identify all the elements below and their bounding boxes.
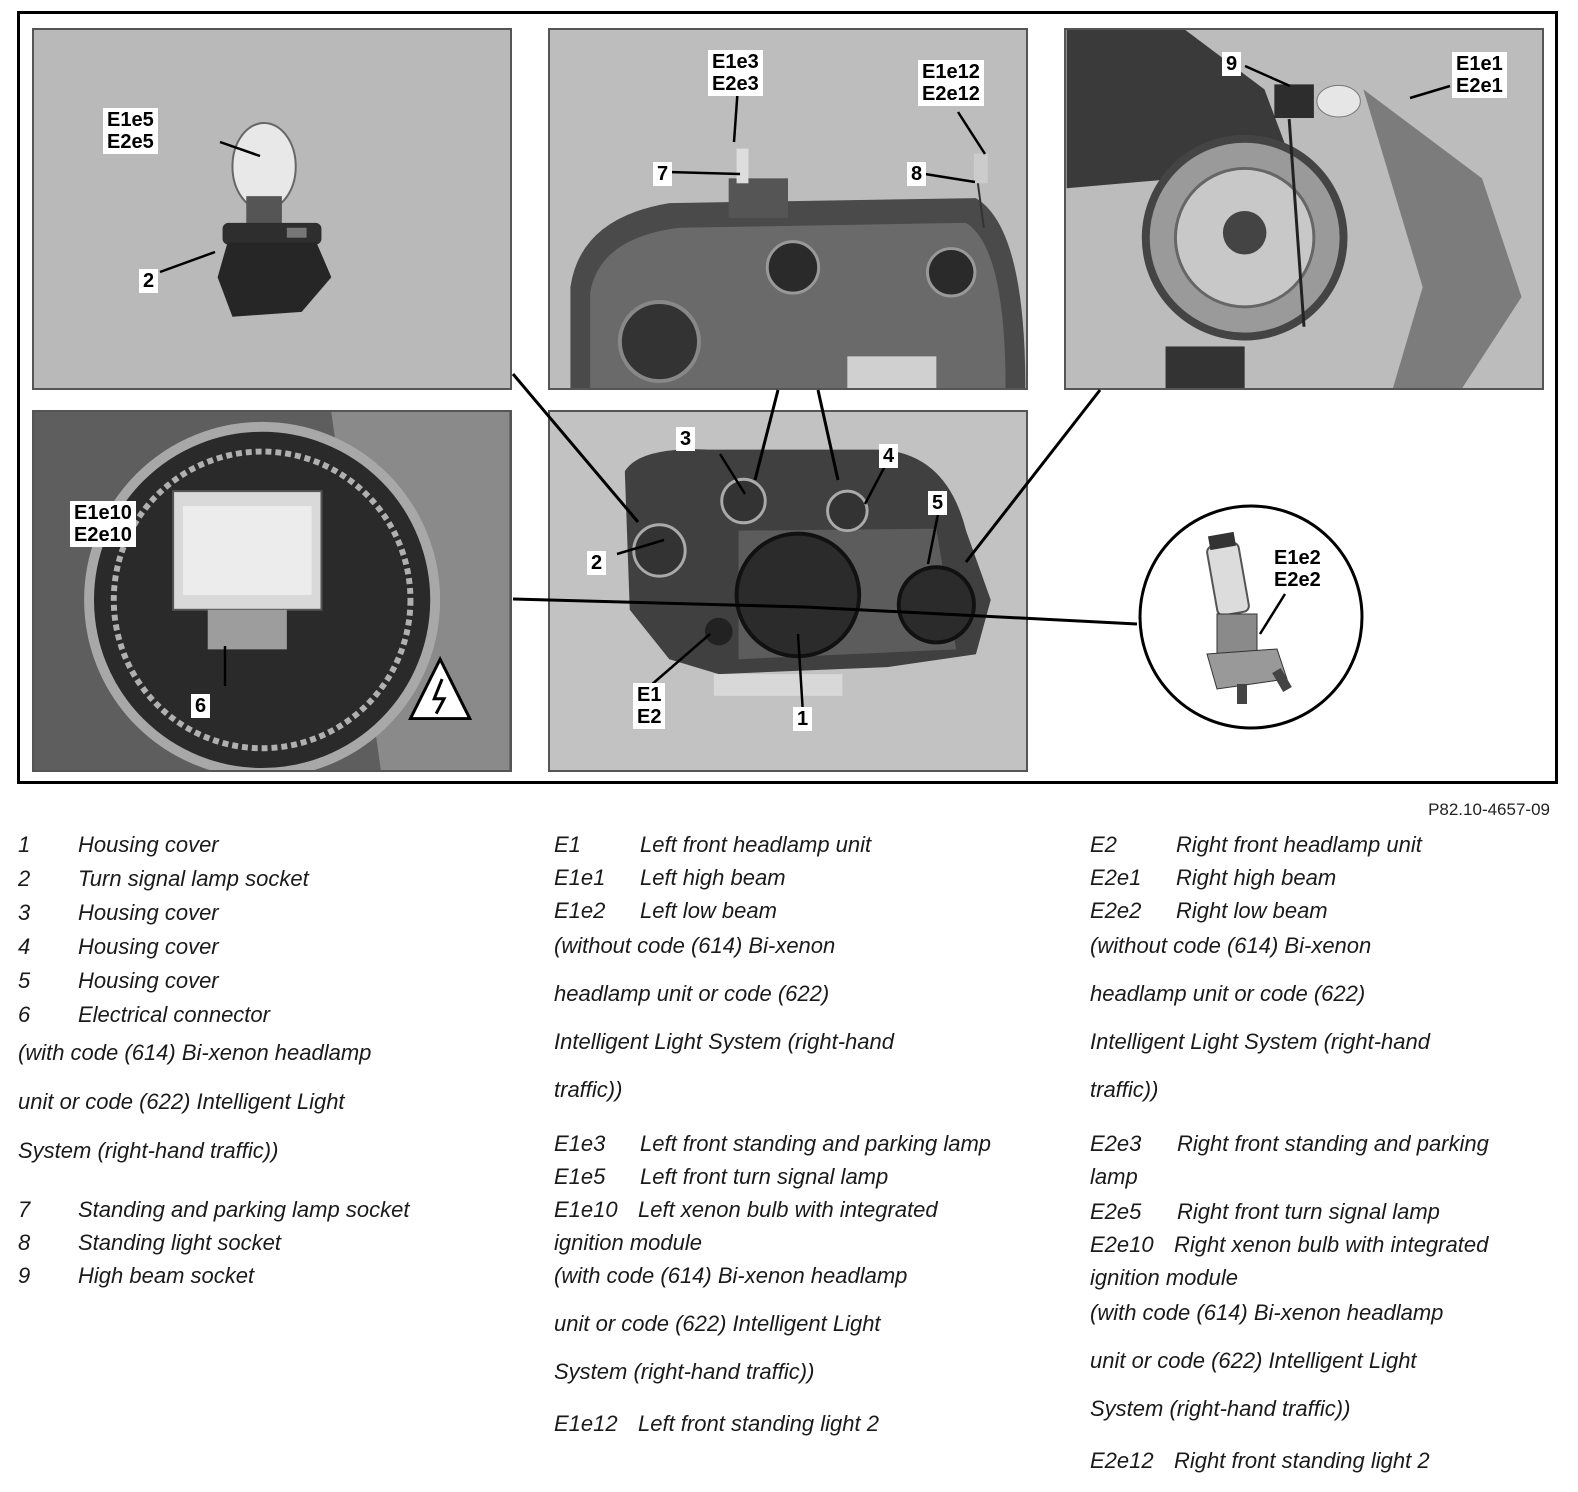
legend-col-1 xyxy=(18,832,518,1296)
diagram-figure xyxy=(17,11,1558,784)
legend-item-e1e3 xyxy=(554,1131,1074,1164)
legend-text: Left front headlamp unit xyxy=(640,832,872,857)
legend-key: E1e5 xyxy=(554,1164,606,1189)
panel-turn-signal-bulb xyxy=(32,28,512,390)
callout-3: 3 xyxy=(676,427,695,451)
legend-key: 3 xyxy=(18,900,31,925)
callout-8: 8 xyxy=(907,162,926,186)
legend-col-2 xyxy=(554,832,1074,1444)
callout-e1e10: E1e10 E2e10 xyxy=(70,501,136,547)
panel-xenon-module xyxy=(32,410,512,772)
legend-item-e2e3-cont: lamp xyxy=(1090,1164,1138,1189)
legend-text: Right low beam xyxy=(1176,898,1328,923)
legend-item-6 xyxy=(18,1002,518,1036)
legend-text: Housing cover xyxy=(78,832,219,857)
legend-note2-col3-line-1: (with code (614) Bi-xenon headlamp xyxy=(1090,1300,1444,1325)
legend-text: Housing cover xyxy=(78,968,219,993)
legend-note-col2-line-4: traffic)) xyxy=(554,1077,623,1102)
legend-key: 8 xyxy=(18,1230,31,1255)
legend-note-col2-line-2: headlamp unit or code (622) xyxy=(554,981,830,1006)
figure-id: P82.10-4657-09 xyxy=(1428,800,1550,819)
legend-item-4 xyxy=(18,934,518,968)
legend-note2-col2-line-3: System (right-hand traffic)) xyxy=(554,1359,815,1384)
legend-item-e2e3: E2e3 Right front standing and parking xyxy=(1090,1131,1489,1156)
legend-item-e1 xyxy=(554,832,1074,865)
callout-e1e12: E1e12 E2e12 xyxy=(918,60,984,106)
legend-col-3 xyxy=(1090,832,1570,1481)
xenon-module-photo xyxy=(34,412,510,770)
legend-text: Standing light socket xyxy=(78,1230,282,1255)
legend-note-col1-line-1: (with code (614) Bi-xenon headlamp xyxy=(18,1040,372,1065)
legend-item-8 xyxy=(18,1230,518,1263)
callout-4: 4 xyxy=(879,444,898,468)
legend-item-9 xyxy=(18,1263,518,1296)
legend-key: E1e2 xyxy=(554,898,606,923)
headlamp-overview-photo xyxy=(550,412,1026,770)
legend-note-col3-line-3: Intelligent Light System (right-hand xyxy=(1090,1029,1430,1054)
legend-text: Left high beam xyxy=(640,865,786,890)
callout-5: 5 xyxy=(928,491,947,515)
legend-item-3 xyxy=(18,900,518,934)
legend-note2-col3-line-3: System (right-hand traffic)) xyxy=(1090,1396,1351,1421)
legend-text: Right high beam xyxy=(1176,865,1337,890)
legend-note-col1-line-3: System (right-hand traffic)) xyxy=(18,1138,279,1163)
legend-item-e1e10-cont: ignition module xyxy=(554,1230,702,1255)
legend-item-e1e12: E1e12 Left front standing light 2 xyxy=(554,1411,879,1436)
legend-item-2 xyxy=(18,866,518,900)
callout-e1-e2: E1 E2 xyxy=(633,683,665,729)
legend-item-e2e2 xyxy=(1090,898,1570,931)
legend-text: Electrical connector xyxy=(78,1002,270,1027)
legend-text: Housing cover xyxy=(78,934,219,959)
legend-text: Left front turn signal lamp xyxy=(640,1164,889,1189)
callout-e1e1: E1e1 E2e1 xyxy=(1452,52,1507,98)
legend-item-e1e5 xyxy=(554,1164,1074,1197)
legend-item-e2e10-cont: ignition module xyxy=(1090,1265,1238,1290)
legend-key: 6 xyxy=(18,1002,31,1027)
low-beam-bulb-photo xyxy=(1137,504,1365,730)
legend-note2-col2-line-2: unit or code (622) Intelligent Light xyxy=(554,1311,881,1336)
legend-key: E2e1 xyxy=(1090,865,1142,890)
legend-item-7 xyxy=(18,1197,518,1230)
legend-item-e1e2 xyxy=(554,898,1074,931)
legend-key: 4 xyxy=(18,934,31,959)
legend-key: E2 xyxy=(1090,832,1117,857)
callout-2-overview: 2 xyxy=(587,551,606,575)
legend-key: E1e3 xyxy=(554,1131,606,1156)
legend-item-5 xyxy=(18,968,518,1002)
legend-note-col3-line-2: headlamp unit or code (622) xyxy=(1090,981,1366,1006)
legend-note2-col2-line-1: (with code (614) Bi-xenon headlamp xyxy=(554,1263,908,1288)
legend-note2-col3-line-2: unit or code (622) Intelligent Light xyxy=(1090,1348,1417,1373)
legend-item-e1e10: E1e10 Left xenon bulb with integrated xyxy=(554,1197,938,1222)
callout-e1e5: E1e5 E2e5 xyxy=(103,108,158,154)
legend-key: E2e2 xyxy=(1090,898,1142,923)
legend-text: Standing and parking lamp socket xyxy=(78,1197,410,1222)
legend-item-e2e1 xyxy=(1090,865,1570,898)
panel-headlamp-overview xyxy=(548,410,1028,772)
legend-item-e2e12: E2e12 Right front standing light 2 xyxy=(1090,1448,1430,1473)
legend-key: 5 xyxy=(18,968,31,993)
legend-key: E1 xyxy=(554,832,581,857)
legend-note-col3-line-4: traffic)) xyxy=(1090,1077,1159,1102)
turn-signal-bulb-photo xyxy=(34,30,510,388)
callout-e1e3: E1e3 E2e3 xyxy=(708,50,763,96)
legend-text: Left low beam xyxy=(640,898,777,923)
callout-1: 1 xyxy=(793,707,812,731)
legend-note-col1-line-2: unit or code (622) Intelligent Light xyxy=(18,1089,345,1114)
legend-note-col2-line-3: Intelligent Light System (right-hand xyxy=(554,1029,894,1054)
legend-text: Left front standing and parking lamp xyxy=(640,1131,992,1156)
legend-key: 1 xyxy=(18,832,31,857)
legend-text: High beam socket xyxy=(78,1263,255,1288)
legend-text: Housing cover xyxy=(78,900,219,925)
legend-key: E1e1 xyxy=(554,865,606,890)
legend-item-1 xyxy=(18,832,518,866)
callout-6: 6 xyxy=(191,694,210,718)
callout-7: 7 xyxy=(653,162,672,186)
legend-item-e2e5: E2e5 Right front turn signal lamp xyxy=(1090,1199,1440,1224)
callout-9: 9 xyxy=(1222,52,1241,76)
callout-2-socket: 2 xyxy=(139,269,158,293)
legend-text: Right front headlamp unit xyxy=(1176,832,1422,857)
callout-e1e2: E1e2 E2e2 xyxy=(1270,546,1325,592)
legend-item-e2 xyxy=(1090,832,1570,865)
legend-item-e2e10: E2e10 Right xenon bulb with integrated xyxy=(1090,1232,1489,1257)
legend-item-e1e1 xyxy=(554,865,1074,898)
legend-key: 7 xyxy=(18,1197,31,1222)
legend-note-col3-line-1: (without code (614) Bi-xenon xyxy=(1090,933,1372,958)
panel-low-beam-bulb xyxy=(1137,504,1365,730)
legend-note-col2-line-1: (without code (614) Bi-xenon xyxy=(554,933,836,958)
legend-key: 2 xyxy=(18,866,31,891)
legend-key: 9 xyxy=(18,1263,31,1288)
legend-text: Turn signal lamp socket xyxy=(78,866,309,891)
